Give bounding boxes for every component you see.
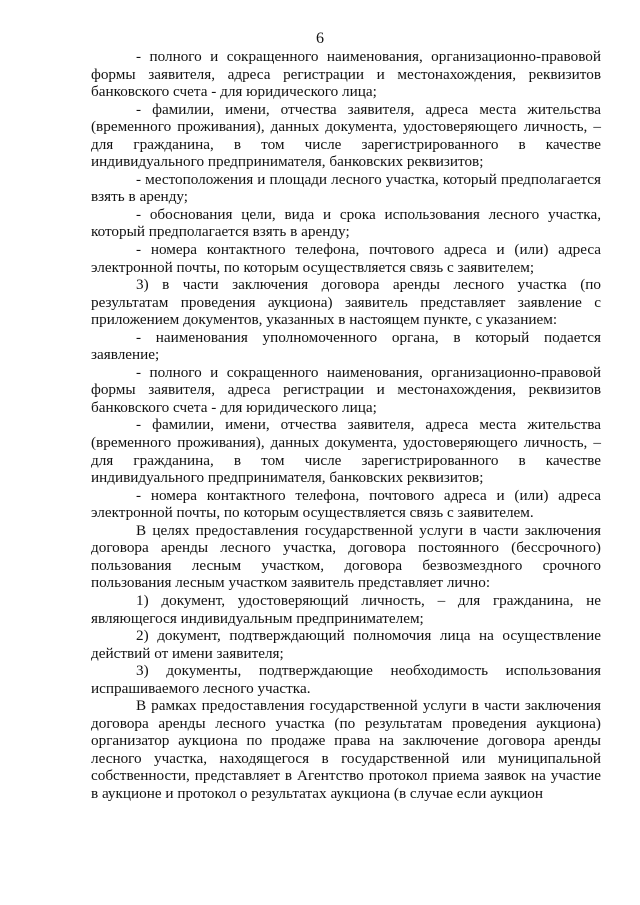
paragraph-bullet-authority-name: - наименования уполномоченного органа, в который подается заявление;: [91, 328, 601, 364]
paragraph-bullet-legal-entity-name: - полного и сокращенного наименования, организационно-правовой формы заявителя, адреса регистрации и местонахождения, реквизитов банковского счета - для юридического лица;: [91, 48, 601, 101]
document-body: [91, 48, 601, 803]
page-number: 6: [316, 30, 324, 47]
paragraph-bullet-contacts-2: - номера контактного телефона, почтового адреса и (или) адреса электронной почты, по которым осуществляется связь с заявителем.: [91, 486, 601, 522]
paragraph-bullet-purpose: - обоснования цели, вида и срока использования лесного участка, который предполагается взять в аренду;: [91, 205, 601, 241]
paragraph-item-1-identity: 1) документ, удостоверяющий личность, – для гражданина, не являющегося индивидуальным предпринимателем;: [91, 591, 601, 627]
paragraph-bullet-contacts: - номера контактного телефона, почтового адреса и (или) адреса электронной почты, по которым осуществляется связь с заявителем;: [91, 241, 601, 276]
paragraph-in-person-documents: В целях предоставления государственной услуги в части заключения договора аренды лесного участка, договора постоянного (бессрочного) пользования лесным участком, договора безвозмездного срочного пользования лесным участком заявитель представляет лично:: [91, 521, 601, 592]
paragraph-item-3-auction-lease: 3) в части заключения договора аренды лесного участка (по результатам проведения аукциона) заявитель представляет заявление с приложением документов, указанных в настоящем пункте, с указанием:: [91, 276, 601, 329]
paragraph-bullet-plot-location: - местоположения и площади лесного участка, который предполагается взять в аренду;: [91, 170, 601, 206]
paragraph-bullet-citizen-details: - фамилии, имени, отчества заявителя, адреса места жительства (временного проживания), данных документа, удостоверяющего личность, – для гражданина, в том числе зарегистрированного в качестве индивидуального предпринимателя, банковских реквизитов;: [91, 100, 601, 171]
paragraph-bullet-legal-entity-name-2: - полного и сокращенного наименования, организационно-правовой формы заявителя, адреса регистрации и местонахождения, реквизитов банковского счета - для юридического лица;: [91, 363, 601, 416]
paragraph-item-2-authority: 2) документ, подтверждающий полномочия лица на осуществление действий от имени заявителя;: [91, 627, 601, 662]
paragraph-item-3-necessity: 3) документы, подтверждающие необходимость использования испрашиваемого лесного участка.: [91, 662, 601, 697]
paragraph-bullet-citizen-details-2: - фамилии, имени, отчества заявителя, адреса места жительства (временного проживания), данных документа, удостоверяющего личность, – для гражданина, в том числе зарегистрированного в качестве индивидуального предпринимателя, банковских реквизитов;: [91, 416, 601, 487]
paragraph-auction-organizer: В рамках предоставления государственной услуги в части заключения договора аренды лесного участка (по результатам проведения аукциона) организатор аукциона по продаже права на заключение договора аренды лесного участка, находящегося в государственной или муниципальной собственности, представляет в Агентство протокол приема заявок на участие в аукционе и протокол о результатах аукциона (в случае если аукцион: [91, 697, 601, 802]
